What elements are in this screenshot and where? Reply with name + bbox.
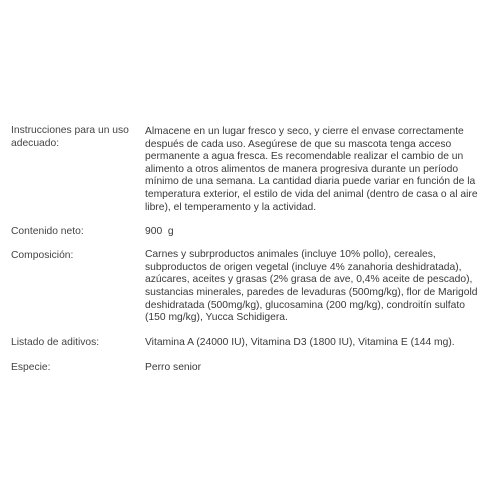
composition-label: Composición: xyxy=(11,250,74,262)
species-value: Perro senior xyxy=(145,361,202,373)
additives-label: Listado de aditivos: xyxy=(11,336,100,348)
spec-row-net-content xyxy=(11,225,491,238)
net-content-label: Contenido neto: xyxy=(11,226,84,238)
product-spec-table xyxy=(11,124,491,374)
composition-value: Carnes y subrproductos animales (incluye 10% pollo), cereales, subproductos de origen vegetal (incluye 4% zanahoria deshidratada), azúcares, aceites y grasas (2% grasa de ave, 0,4% aceite de pescado), sustancias minerales, paredes de levaduras (500mg/kg), flor de Marigold deshidratada (500mg/kg), glucosamina (200 mg/kg), condroitín sulfato (150 mg/kg), Yucca Schidigera. xyxy=(145,249,478,324)
spec-row-additives xyxy=(11,336,491,349)
additives-value: Vitamina A (24000 IU), Vitamina D3 (1800 IU), Vitamina E (144 mg). xyxy=(145,336,455,348)
instructions-label: Instrucciones para un uso adecuado: xyxy=(11,125,129,149)
instructions-value: Almacene en un lugar fresco y seco, y cierre el envase correctamente después de cada uso. Asegúrese de que su mascota tenga acceso permanente a agua fresca. Es recomendable realizar el cambio de un alimento a otros alimentos de manera progresiva durante un período mínimo de una semana. La cantidad diaria puede variar en función de la temperatura exterior, el estilo de vida del animal (dentro de casa o al aire libre), el temperamento y la actividad. xyxy=(145,126,478,213)
species-label: Especie: xyxy=(11,361,51,373)
spec-row-composition xyxy=(11,249,491,325)
spec-row-instructions xyxy=(11,124,491,214)
spec-row-species xyxy=(11,361,491,374)
net-content-value: 900 g xyxy=(145,226,174,238)
